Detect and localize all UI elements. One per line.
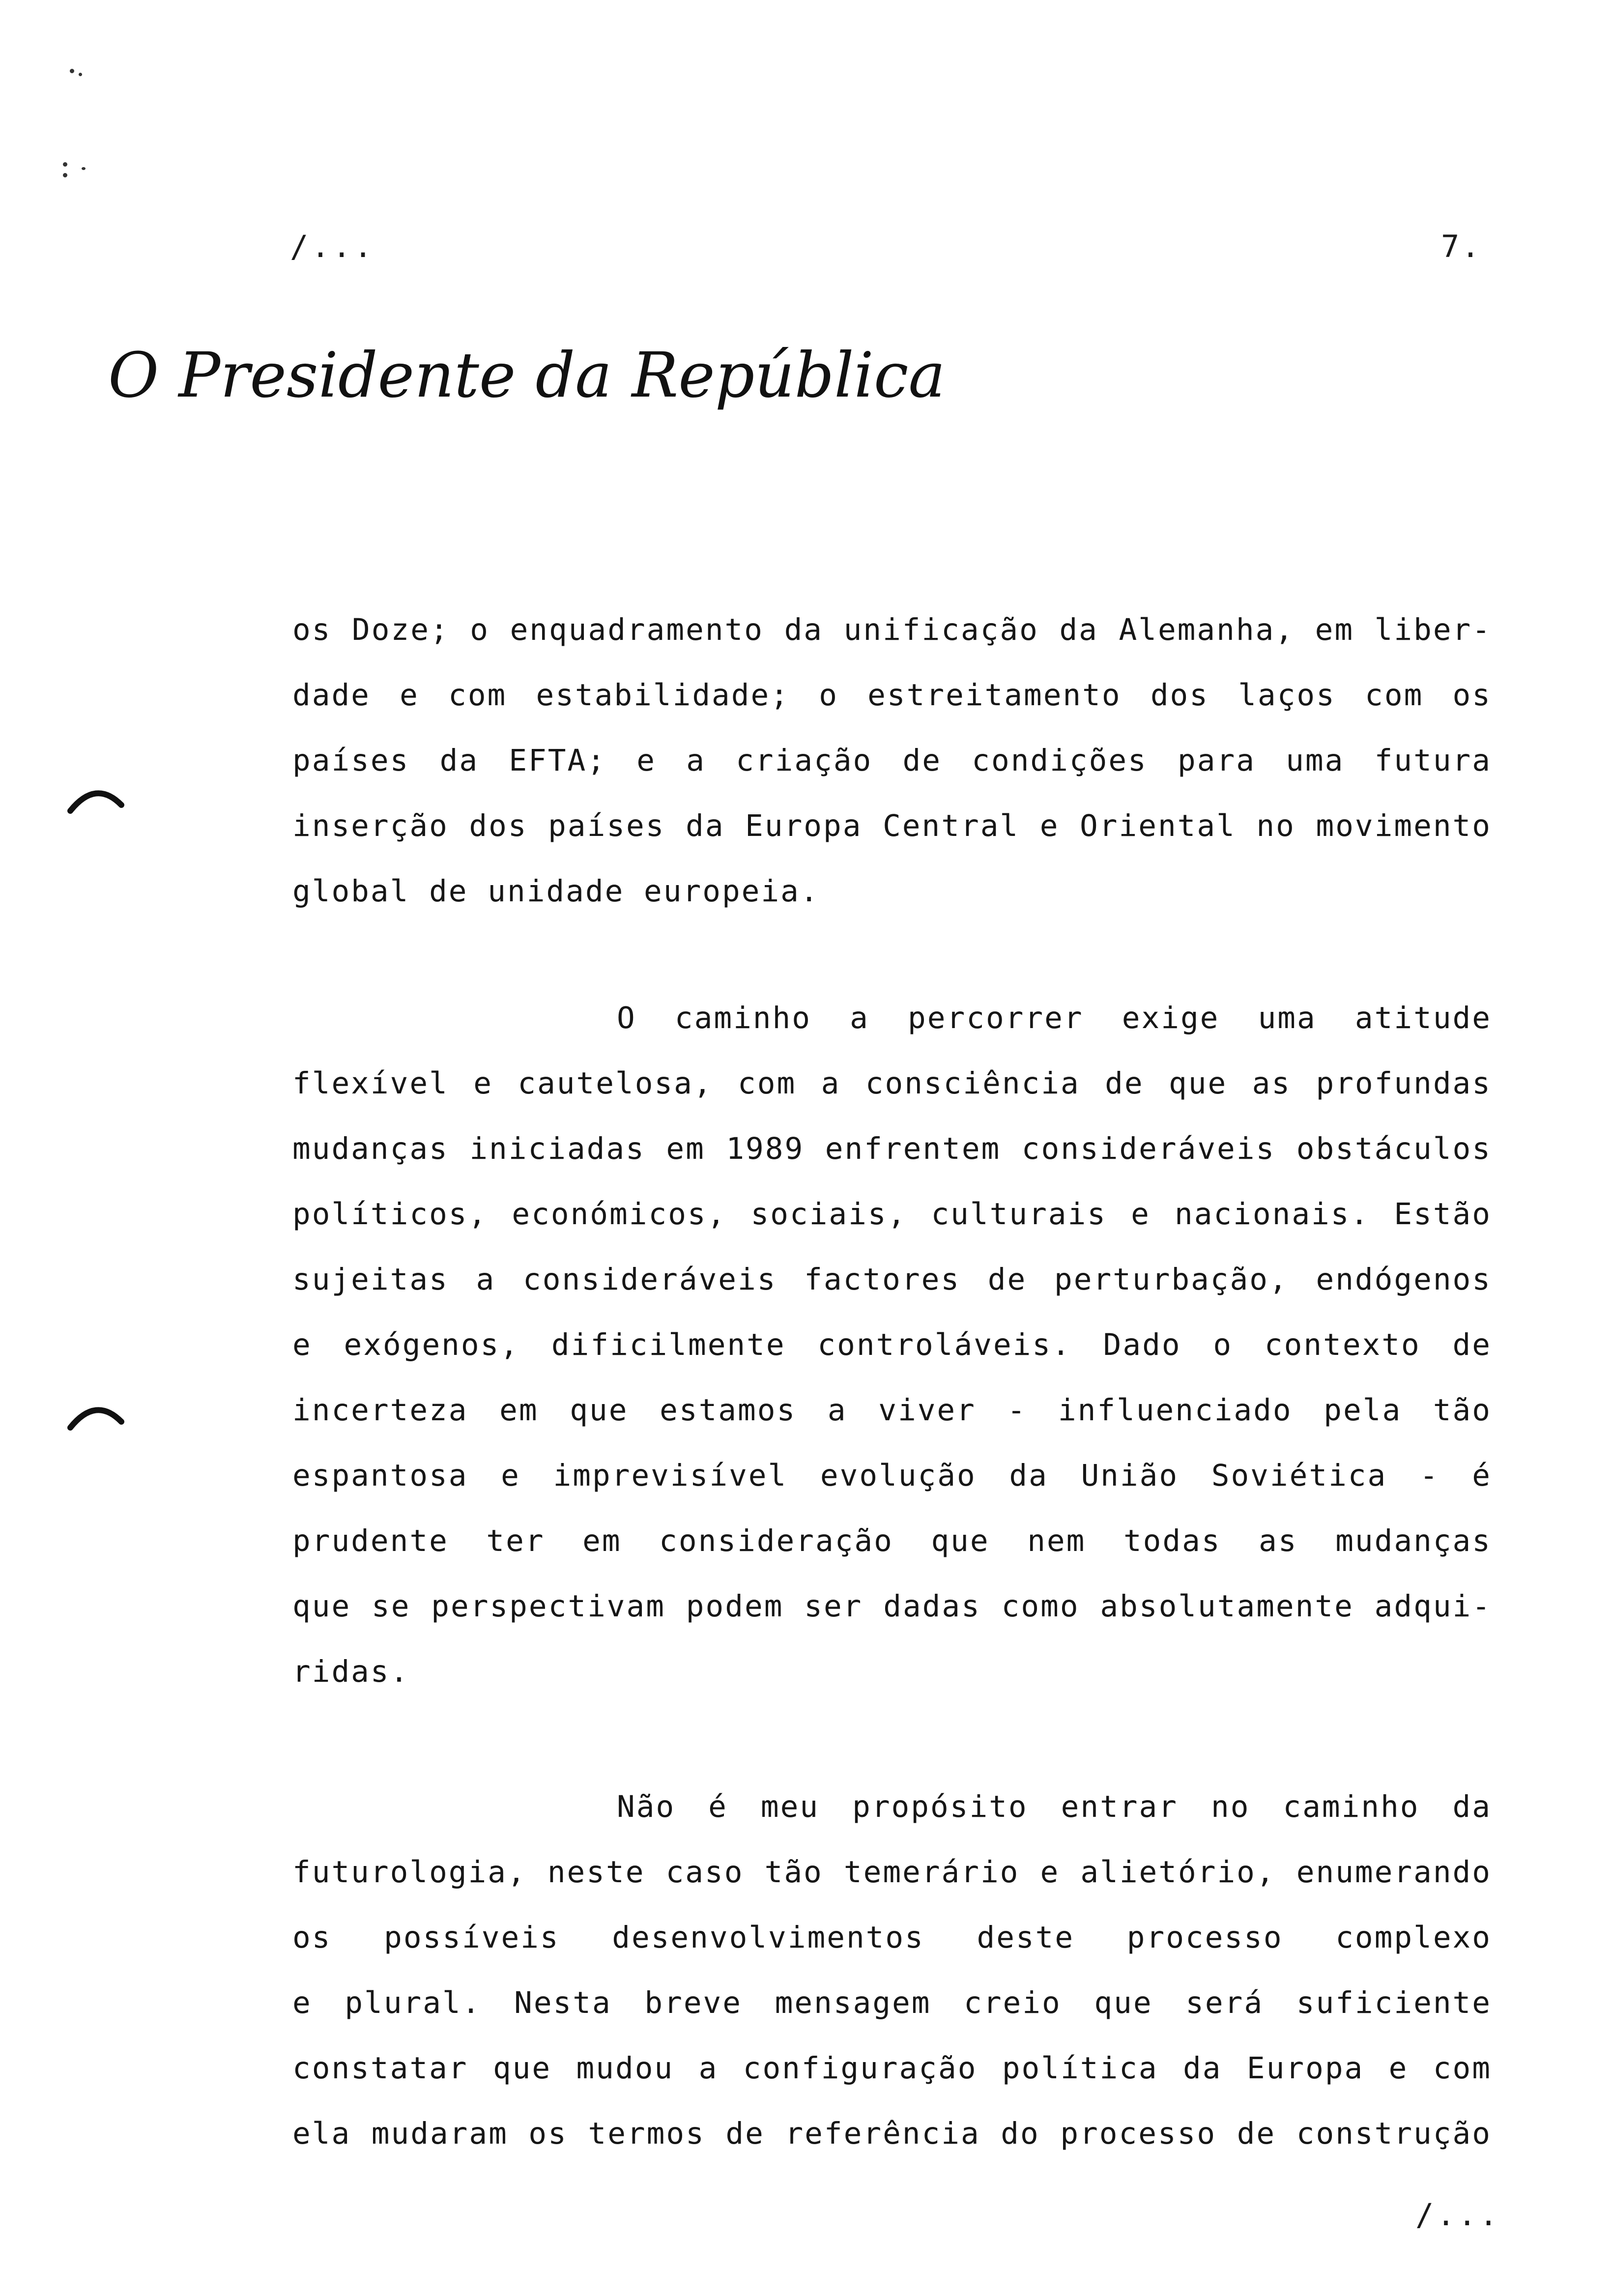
text-line: dade e com estabilidade; o estreitamento dos laços com os bbox=[292, 678, 1492, 713]
text-line: ridas. bbox=[292, 1654, 410, 1689]
scan-speck bbox=[82, 167, 86, 170]
text-line: prudente ter em consideração que nem todas as mudanças bbox=[292, 1523, 1492, 1558]
paragraph-3 bbox=[292, 1774, 1492, 2166]
text-line: global de unidade europeia. bbox=[292, 874, 820, 909]
text-line: e plural. Nesta breve mensagem creio que será suficiente bbox=[292, 1985, 1492, 2020]
text-line: mudanças iniciadas em 1989 enfrentem consideráveis obstáculos bbox=[292, 1131, 1492, 1166]
text-line: ela mudaram os termos de referência do processo de construção bbox=[292, 2116, 1492, 2151]
footer-continuation-mark: /... bbox=[1415, 2197, 1501, 2233]
text-line: espantosa e imprevisível evolução da União Soviética - é bbox=[292, 1458, 1492, 1493]
text-line: flexível e cautelosa, com a consciência de que as profundas bbox=[292, 1066, 1492, 1101]
text-line: os Doze; o enquadramento da unificação da Alemanha, em liber- bbox=[292, 612, 1492, 647]
text-line: Não é meu propósito entrar no caminho da bbox=[617, 1789, 1492, 1824]
binder-hole-mark bbox=[66, 781, 125, 816]
scan-speck bbox=[79, 73, 82, 76]
scan-speck bbox=[63, 173, 67, 177]
scan-speck bbox=[70, 69, 74, 73]
text-line: e exógenos, dificilmente controláveis. Dado o contexto de bbox=[292, 1327, 1492, 1362]
text-line: políticos, económicos, sociais, culturais e nacionais. Estão bbox=[292, 1197, 1492, 1232]
paragraph-1 bbox=[292, 597, 1492, 924]
text-line: futurologia, neste caso tão temerário e alietório, enumerando bbox=[292, 1855, 1492, 1890]
text-line: que se perspectivam podem ser dadas como absolutamente adqui- bbox=[292, 1589, 1492, 1624]
scan-speck bbox=[63, 162, 67, 167]
text-line: os possíveis desenvolvimentos deste processo complexo bbox=[292, 1920, 1492, 1955]
text-line: incerteza em que estamos a viver - influenciado pela tão bbox=[292, 1393, 1492, 1428]
page-number: 7. bbox=[1441, 229, 1482, 264]
text-line: inserção dos países da Europa Central e Oriental no movimento bbox=[292, 808, 1492, 843]
text-line: constatar que mudou a configuração política da Europa e com bbox=[292, 2051, 1492, 2086]
text-line: países da EFTA; e a criação de condições para uma futura bbox=[292, 743, 1492, 778]
paragraph-2 bbox=[292, 985, 1492, 1704]
header-continuation-mark: /... bbox=[290, 229, 375, 264]
text-line: sujeitas a consideráveis factores de perturbação, endógenos bbox=[292, 1262, 1492, 1297]
binder-hole-mark bbox=[66, 1398, 125, 1433]
text-line: O caminho a percorrer exige uma atitude bbox=[617, 1001, 1492, 1035]
letterhead-title: O Presidente da República bbox=[108, 339, 946, 411]
